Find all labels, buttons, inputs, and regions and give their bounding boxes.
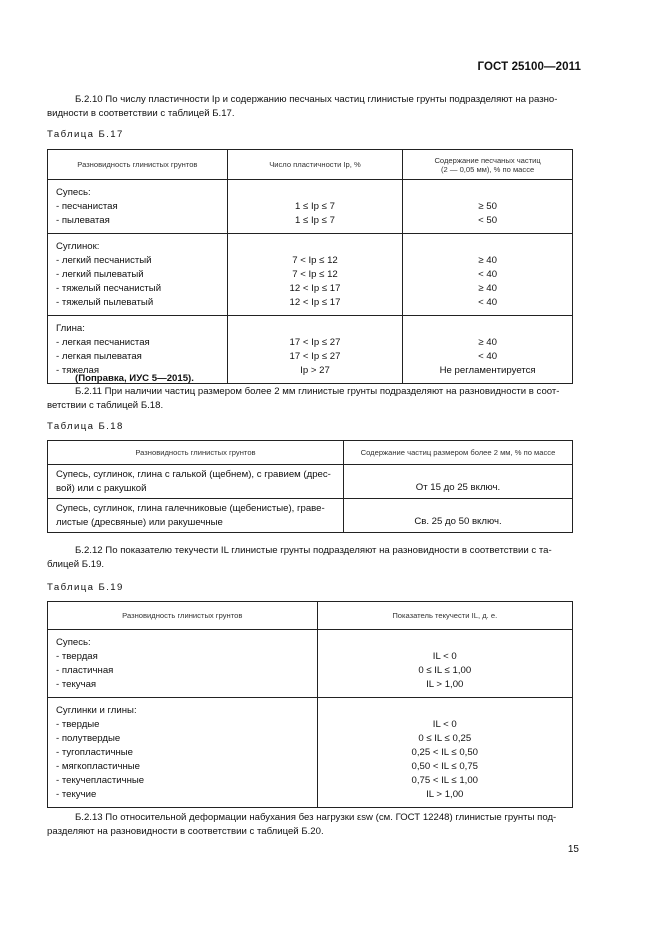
row-label: листые (дресвяные) или ракушечные [56,517,223,528]
row-label: - текучепластичные [56,775,145,786]
column-header: Разновидность глинистых грунтов [48,441,344,465]
paragraph-line: разделяют на разновидности в соответствии с таблицей Б.20. [47,826,324,837]
liquidity-index-value: 0 ≤ IL ≤ 0,25 [418,733,472,744]
row-label: Супесь, суглинок, глина с галькой (щебнем), с гравием (дрес- [56,469,331,480]
table-group-row [48,698,573,808]
paragraph-line: ветствии с таблицей Б.18. [47,400,164,411]
page-number: 15 [567,844,579,855]
table-group-row [48,630,573,698]
sand-content-value: ≥ 40 [478,255,497,266]
group-title: Глина: [56,323,85,334]
row-label: - полутвердые [56,733,121,744]
sand-content-value: < 40 [478,297,498,308]
table-header-row [48,602,573,630]
row-label: - тяжелый пылеватый [56,297,154,308]
sand-content-value: ≥ 40 [478,337,497,348]
sand-content-value: ≥ 40 [478,283,497,294]
row-label: - легкий пылеватый [56,269,144,280]
table-b18 [47,440,573,533]
plasticity-value: 1 ≤ Iр ≤ 7 [295,201,335,212]
sand-content-value: ≥ 50 [478,201,497,212]
liquidity-index-value: 0,25 < IL ≤ 0,50 [411,747,479,758]
table-header-row [48,441,573,465]
table-b19 [47,601,573,808]
liquidity-index-value: 0,50 < IL ≤ 0,75 [411,761,479,772]
paragraph-line: Б.2.13 По относительной деформации набухания без нагрузки εsw (см. ГОСТ 12248) глинистые грунты под- [75,812,557,823]
group-title: Суглинки и глины: [56,705,137,716]
paragraph-line: блицей Б.19. [47,559,105,570]
row-label: - тяжелая [56,365,100,376]
plasticity-value: 12 < Iр ≤ 17 [289,297,341,308]
liquidity-index-value: IL > 1,00 [426,679,464,690]
table-caption-b17: Таблица Б.17 [47,129,124,140]
amendment-note: (Поправка, ИУС 5—2015). [75,373,194,384]
column-header [403,150,573,180]
column-header: Число пластичности Iр, % [227,150,403,180]
paragraph-b-2-13 [47,811,573,839]
column-header-line: (2 — 0,05 мм), % по массе [441,164,535,174]
row-label: вой) или с ракушкой [56,483,147,494]
plasticity-value: 12 < Iр ≤ 17 [289,283,341,294]
row-label: - текучие [56,789,97,800]
sand-content-value: < 40 [478,351,498,362]
column-header: Разновидность глинистых грунтов [48,602,318,630]
plasticity-value: 17 < Iр ≤ 27 [289,337,341,348]
column-header: Показатель текучести IL, д. е. [317,602,573,630]
row-label: - легкий песчанистый [56,255,152,266]
liquidity-index-value: IL < 0 [432,651,457,662]
row-label: - тугопластичные [56,747,133,758]
table-row [48,465,573,499]
group-title: Супесь: [56,637,91,648]
plasticity-value: Iр > 27 [300,365,330,376]
table-caption-b18: Таблица Б.18 [47,421,124,432]
table-b17 [47,149,573,384]
row-label: - песчанистая [56,201,118,212]
sand-content-value: Не регламентируется [439,365,536,376]
paragraph-line: Б.2.12 По показателю текучести IL глинистые грунты подразделяют на разновидности в соответствии с та- [75,545,552,556]
row-label: - легкая песчанистая [56,337,150,348]
document-header: ГОСТ 25100—2011 [477,61,581,73]
row-label: - пластичная [56,665,114,676]
row-label: - твердые [56,719,100,730]
table-row [48,499,573,533]
particle-content-value: От 15 до 25 включ. [415,482,501,493]
liquidity-index-value: 0,75 < IL ≤ 1,00 [411,775,479,786]
row-label: - пылеватая [56,215,110,226]
table-header-row [48,150,573,180]
paragraph-b-2-12 [47,544,573,572]
liquidity-index-value: IL < 0 [432,719,457,730]
column-header: Разновидность глинистых грунтов [48,150,228,180]
paragraph-b-2-10 [47,93,573,121]
row-label: - мягкопластичные [56,761,140,772]
liquidity-index-value: 0 ≤ IL ≤ 1,00 [418,665,472,676]
row-label: - легкая пылеватая [56,351,142,362]
row-label: - текучая [56,679,97,690]
row-label: - твердая [56,651,98,662]
liquidity-index-value: IL > 1,00 [426,789,464,800]
table-group-row [48,180,573,234]
table-caption-b19: Таблица Б.19 [47,582,124,593]
column-header-line: Содержание песчаных частиц [434,155,541,165]
column-header: Содержание частиц размером более 2 мм, % по массе [343,441,572,465]
sand-content-value: < 50 [478,215,498,226]
plasticity-value: 17 < Iр ≤ 27 [289,351,341,362]
paragraph-line: видности в соответствии с таблицей Б.17. [47,108,235,119]
plasticity-value: 1 ≤ Iр ≤ 7 [295,215,335,226]
group-title: Суглинок: [56,241,100,252]
sand-content-value: < 40 [478,269,498,280]
plasticity-value: 7 < Iр ≤ 12 [292,269,338,280]
plasticity-value: 7 < Iр ≤ 12 [292,255,338,266]
particle-content-value: Св. 25 до 50 включ. [414,516,502,527]
paragraph-line: Б.2.11 При наличии частиц размером более 2 мм глинистые грунты подразделяют на разновидности в соот- [75,386,560,397]
paragraph-line: Б.2.10 По числу пластичности Iр и содержанию песчаных частиц глинистые грунты подразделяют на разно- [75,94,558,105]
table-group-row [48,234,573,316]
row-label: Супесь, суглинок, глина галечниковые (щебенистые), граве- [56,503,325,514]
paragraph-b-2-11 [47,385,573,413]
row-label: - тяжелый песчанистый [56,283,162,294]
group-title: Супесь: [56,187,91,198]
